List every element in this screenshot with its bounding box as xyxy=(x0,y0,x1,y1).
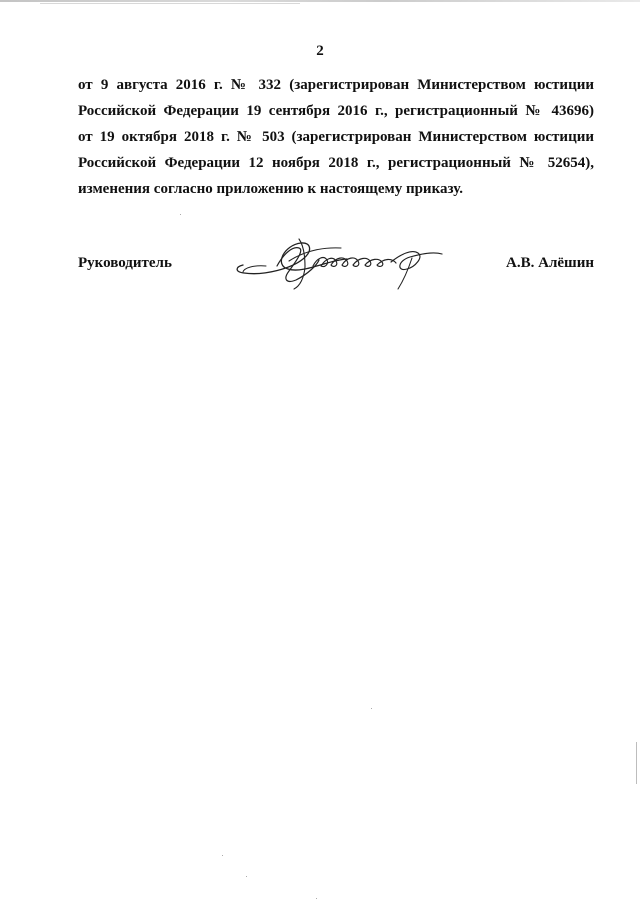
scan-dot xyxy=(222,855,223,856)
scan-dot xyxy=(246,876,247,877)
scan-dot xyxy=(371,708,372,709)
order-body-text xyxy=(78,72,594,202)
scan-dot xyxy=(180,214,181,215)
scan-top-edge xyxy=(0,0,640,2)
handwritten-signature xyxy=(231,223,449,293)
scan-top-edge-line xyxy=(40,3,300,4)
signer-title: Руководитель xyxy=(78,255,172,271)
page-number: 2 xyxy=(316,43,324,59)
scan-dot xyxy=(316,898,317,899)
body-line-1: от 9 августа 2016 г. № 332 (зарегистрирован Министерством юстиции xyxy=(78,77,594,93)
scan-right-edge-mark xyxy=(636,742,637,784)
body-line-4: Российской Федерации 12 ноября 2018 г., регистрационный № 52654), xyxy=(78,155,594,171)
signature-drawing xyxy=(231,223,449,293)
body-line-3: от 19 октября 2018 г. № 503 (зарегистрирован Министерством юстиции xyxy=(78,129,594,145)
body-line-2: Российской Федерации 19 сентября 2016 г., регистрационный № 43696) xyxy=(78,103,594,119)
body-line-5: изменения согласно приложению к настоящему приказу. xyxy=(78,181,463,197)
signer-name: А.В. Алёшин xyxy=(506,255,594,271)
